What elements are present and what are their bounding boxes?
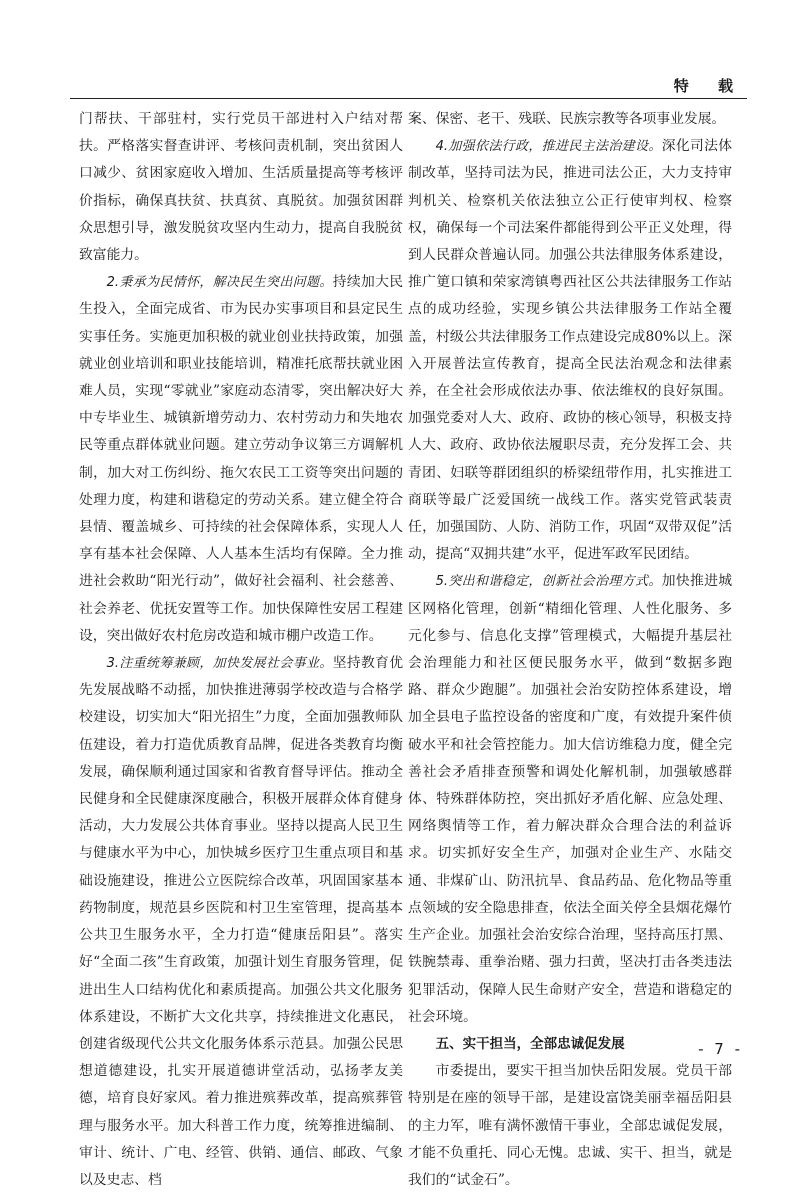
section-heading-text: 五、实干担当，全部忠诚促发展 <box>435 1035 625 1052</box>
paragraph-text: 坚持教育优先发展战略不动摇，加快推进薄弱学校改造与合格学校建设，切实加大“阳光招生”力度，全面加强教师队伍建设，着力打造优质教育品牌，促进各类教育均衡发展，确保顺利通过国家和省教育督导评估。推动全民健身和全民健康深度融合，积极开展群众体育健身活动，大力发展公共体育事业。坚持以提高人民卫生与健康水平为中心，加快城乡医疗卫生重点项目和基础设施建设，推进公立医院综合改革，巩固国家基本药物制度，规范县乡医院和村卫生室管理，提高基本公共卫生服务水平，全力打造“健康岳阳县”。落实好“全面二孩”生育政策，加强计划生育服务管理，促进出生人口结构优化和素质提高。加强公共文化服务体系建设，不断扩大文化共享，持续推进文化惠民，创建省级现代公共文化服务体系示范县。加强公民思想道德建设，扎实开展道德讲堂活动，弘扬孝友美德，培育良好家风。着力推进殡葬改革，提高殡葬管理与服务水平。加大科普工作力度，统筹推进编制、审计、统计、广电、经管、供销、通信、邮政、气象以及史志、档 <box>79 655 404 1188</box>
paragraph-text: 市委提出，要实干担当加快岳阳发展。党员干部特别是在座的领导干部，是建设富饶美丽幸福岳阳县的主力军，唯有满怀激情干事业，全部忠诚促发展，才能不负重托、同心无愧。忠诚、实干、担当，就是我们的“试金石”。 <box>408 1063 732 1188</box>
right-column <box>408 106 732 1194</box>
paragraph <box>408 568 732 1030</box>
paragraph-text: 加快推进城区网格化管理，创新“精细化管理、人性化服务、多元化参与、信息化支撑”管理模式，大幅提升基层社会治理能力和社区便民服务水平，做到“数据多跑路、群众少跑腿”。加强社会治安防控体系建设，增加全县电子监控设备的密度和广度，有效提升案件侦破水平和社会管控能力。加大信访维稳力度，健全完善社会矛盾排查预警和调处化解机制，加强敏感群体、特殊群体防控，突出抓好矛盾化解、应急处理、网络舆情等工作，着力解决群众合理合法的利益诉求。切实抓好安全生产，加强对企业生产、水陆交通、非煤矿山、防汛抗旱、食品药品、危化物品等重点领域的安全隐患排查，依法全面关停全县烟花爆竹生产企业。加强社会治安综合治理，坚持高压打黑、铁腕禁毒、重拳治赌、强力扫黄，坚决打击各类违法犯罪活动，保障人民生命财产安全，营造和谐稳定的社会环境。 <box>408 573 733 1025</box>
paragraph-lead: 5.突出和谐稳定，创新社会治理方式。 <box>435 574 662 590</box>
paragraph <box>408 133 732 568</box>
paragraph-text: 门帮扶、干部驻村，实行党员干部进村入户结对帮扶。严格落实督查讲评、考核问责机制，突出贫困人口减少、贫困家庭收入增加、生活质量提高等考核评价指标，确保真扶贫、扶真贫、真脱贫。加强贫困群众思想引导，激发脱贫攻坚内生动力，提高自我脱贫致富能力。 <box>79 111 403 264</box>
left-column <box>79 106 403 1194</box>
paragraph-text: 深化司法体制改革，坚持司法为民，推进司法公正，大力支持审判机关、检察机关依法独立公正行使审判权、检察权，确保每一个司法案件都能得到公平正义处理，得到人民群众普遍认同。加强公共法律服务体系建设，推广筻口镇和荣家湾镇粤西社区公共法律服务工作站点的成功经验，实现乡镇公共法律服务工作站全覆盖，村级公共法律服务工作点建设完成80%以上。深入开展普法宣传教育，提高全民法治观念和法律素养，在全社会形成依法办事、依法维权的良好氛围。加强党委对人大、政府、政协的核心领导，积极支持人大、政府、政协依法履职尽责，充分发挥工会、共青团、妇联等群团组织的桥梁纽带作用，扎实推进工商联等最广泛爱国统一战线工作。落实党管武装责任，加强国防、人防、消防工作，巩固“双带双促”活动，提高“双拥共建”水平，促进军政军民团结。 <box>408 138 733 563</box>
paragraph <box>408 1058 732 1194</box>
paragraph-lead: 3.注重统筹兼顾，加快发展社会事业。 <box>106 656 333 672</box>
section-header-title: 特 载 <box>673 77 745 95</box>
section-heading <box>408 1031 732 1058</box>
paragraph-lead: 2.秉承为民情怀，解决民生突出问题。 <box>106 275 333 291</box>
page-number: - 7 - <box>698 1040 743 1058</box>
paragraph-lead: 4.加强依法行政，推进民主法治建设。 <box>435 139 662 155</box>
paragraph <box>79 106 403 269</box>
paragraph-text: 持续加大民生投入，全面完成省、市为民办实事项目和县定民生实事任务。实施更加积极的就业创业扶持政策，加强就业创业培训和职业技能培训，精准托底帮扶就业困难人员，实现“零就业”家庭动态清零，突出解决好大中专毕业生、城镇新增劳动力、农村劳动力和失地农民等重点群体就业问题。建立劳动争议第三方调解机制，加大对工伤纠纷、拖欠农民工工资等突出问题的处理力度，构建和谐稳定的劳动关系。建立健全符合县情、覆盖城乡、可持续的社会保障体系，实现人人享有基本社会保障、人人基本生活均有保障。全力推进社会救助“阳光行动”，做好社会福利、社会慈善、社会养老、优抚安置等工作。加快保障性安居工程建设，突出做好农村危房改造和城市棚户改造工作。 <box>79 274 404 644</box>
paragraph <box>79 269 403 650</box>
paragraph <box>79 650 403 1194</box>
paragraph <box>408 106 732 133</box>
paragraph-text: 案、保密、老干、残联、民族宗教等各项事业发展。 <box>408 111 726 127</box>
header-divider <box>70 98 747 99</box>
